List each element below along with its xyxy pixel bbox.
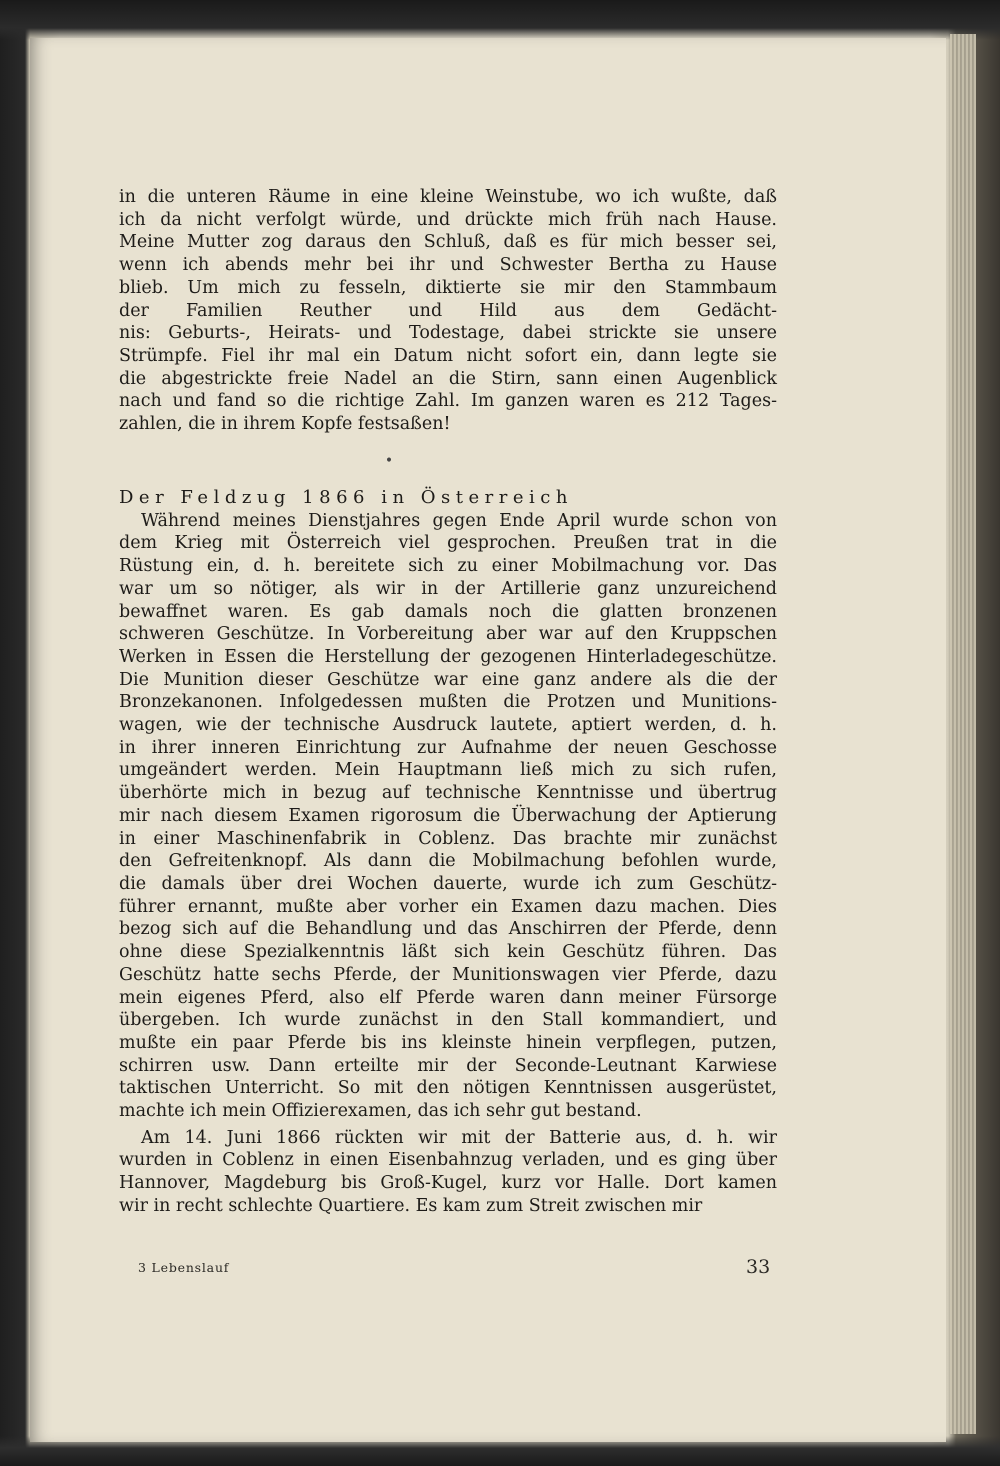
section-heading: Der Feldzug 1866 in Österreich [119,486,573,508]
text-line: übergeben. Ich wurde zunächst in den Stall kommandiert, und [119,1010,777,1031]
paragraph-3 [119,1127,777,1218]
text-line: Bronzekanonen. Infolgedessen mußten die Protzen und Munitions- [119,692,777,713]
text-line: in ihrer inneren Einrichtung zur Aufnahme der neuen Geschosse [119,737,777,758]
text-line: blieb. Um mich zu fesseln, diktierte sie mir den Stammbaum [119,277,777,298]
text-line: Hannover, Magdeburg bis Groß-Kugel, kurz vor Halle. Dort kamen [119,1173,777,1194]
text-line: umgeändert werden. Mein Hauptmann ließ mich zu sich rufen, [119,760,777,781]
text-line: wenn ich abends mehr bei ihr und Schwester Bertha zu Hause [119,255,777,276]
text-line: die damals über drei Wochen dauerte, wurde ich zum Geschütz- [119,873,777,894]
text-line: ohne diese Spezialkenntnis läßt sich kein Geschütz führen. Das [119,942,777,963]
text-line: bezog sich auf die Behandlung und das Anschirren der Pferde, denn [119,919,777,940]
text-line: mein eigenes Pferd, also elf Pferde waren dann meiner Fürsorge [119,987,777,1008]
text-line: Geschütz hatte sechs Pferde, der Munitionswagen vier Pferde, dazu [119,964,777,985]
text-line: nis: Geburts-, Heirats- und Todestage, dabei strickte sie unsere [119,323,777,344]
text-line: den Gefreitenknopf. Als dann die Mobilmachung befohlen wurde, [119,851,777,872]
text-line: Rüstung ein, d. h. bereitete sich zu einer Mobilmachung vor. Das [119,556,777,577]
text-line: dem Krieg mit Österreich viel gesprochen. Preußen trat in die [119,533,777,554]
text-line: überhörte mich in bezug auf technische Kenntnisse und übertrug [119,783,777,804]
text-line: schirren usw. Dann erteilte mir der Seconde-Leutnant Karwiese [119,1055,777,1076]
text-line: schweren Geschütze. In Vorbereitung aber war auf den Kruppschen [119,624,777,645]
text-line: wir in recht schlechte Quartiere. Es kam zum Streit zwischen mir [119,1195,703,1216]
signature-mark: 3 Lebenslauf [138,1260,230,1275]
page-number: 33 [746,1256,771,1278]
text-line: Strümpfe. Fiel ihr mal ein Datum nicht sofort ein, dann legte sie [119,345,777,366]
text-line: machte ich mein Offizierexamen, das ich sehr gut bestand. [119,1101,642,1122]
text-line: Meine Mutter zog daraus den Schluß, daß es für mich besser sei, [119,232,777,253]
text-line: Werken in Essen die Herstellung der gezogenen Hinterladegeschütze. [119,646,777,667]
text-line: war um so nötiger, als wir in der Artillerie ganz unzureichend [119,578,777,599]
page-edges [950,34,976,1434]
text-line: ich da nicht verfolgt würde, und drückte mich früh nach Hause. [119,209,777,230]
text-line: Die Munition dieser Geschütze war eine ganz andere als die der [119,669,777,690]
book-page [30,38,946,1442]
section-divider-dot: • [384,452,394,469]
text-line: bewaffnet waren. Es gab damals noch die glatten bronzenen [119,601,777,622]
paragraph-2 [119,510,777,1123]
text-line: Während meines Dienstjahres gegen Ende April wurde schon von [141,510,777,531]
text-line: in die unteren Räume in eine kleine Weinstube, wo ich wußte, daß [119,187,777,207]
text-line: in einer Maschinenfabrik in Coblenz. Das brachte mir zunächst [119,828,777,849]
paragraph-1 [119,186,777,436]
text-line: mir nach diesem Examen rigorosum die Überwachung der Aptierung [119,805,777,826]
page-body [119,186,777,1218]
scan-top-edge [0,0,1000,40]
text-line: die abgestrickte freie Nadel an die Stirn, sann einen Augenblick [119,368,777,389]
text-line: mußte ein paar Pferde bis ins kleinste hinein verpflegen, putzen, [119,1032,777,1053]
text-line: zahlen, die in ihrem Kopfe festsaßen! [119,414,451,435]
text-line: Am 14. Juni 1866 rückten wir mit der Batterie aus, d. h. wir [141,1127,777,1148]
text-line: führer ernannt, mußte aber vorher ein Examen dazu machen. Dies [119,896,777,917]
text-line: der Familien Reuther und Hild aus dem Gedächt- [119,300,777,321]
text-line: nach und fand so die richtige Zahl. Im ganzen waren es 212 Tages- [119,391,777,412]
text-line: taktischen Unterricht. So mit den nötigen Kenntnissen ausgerüstet, [119,1078,777,1099]
text-line: wurden in Coblenz in einen Eisenbahnzug verladen, und es ging über [119,1150,777,1171]
text-line: wagen, wie der technische Ausdruck lautete, aptiert werden, d. h. [119,715,777,736]
